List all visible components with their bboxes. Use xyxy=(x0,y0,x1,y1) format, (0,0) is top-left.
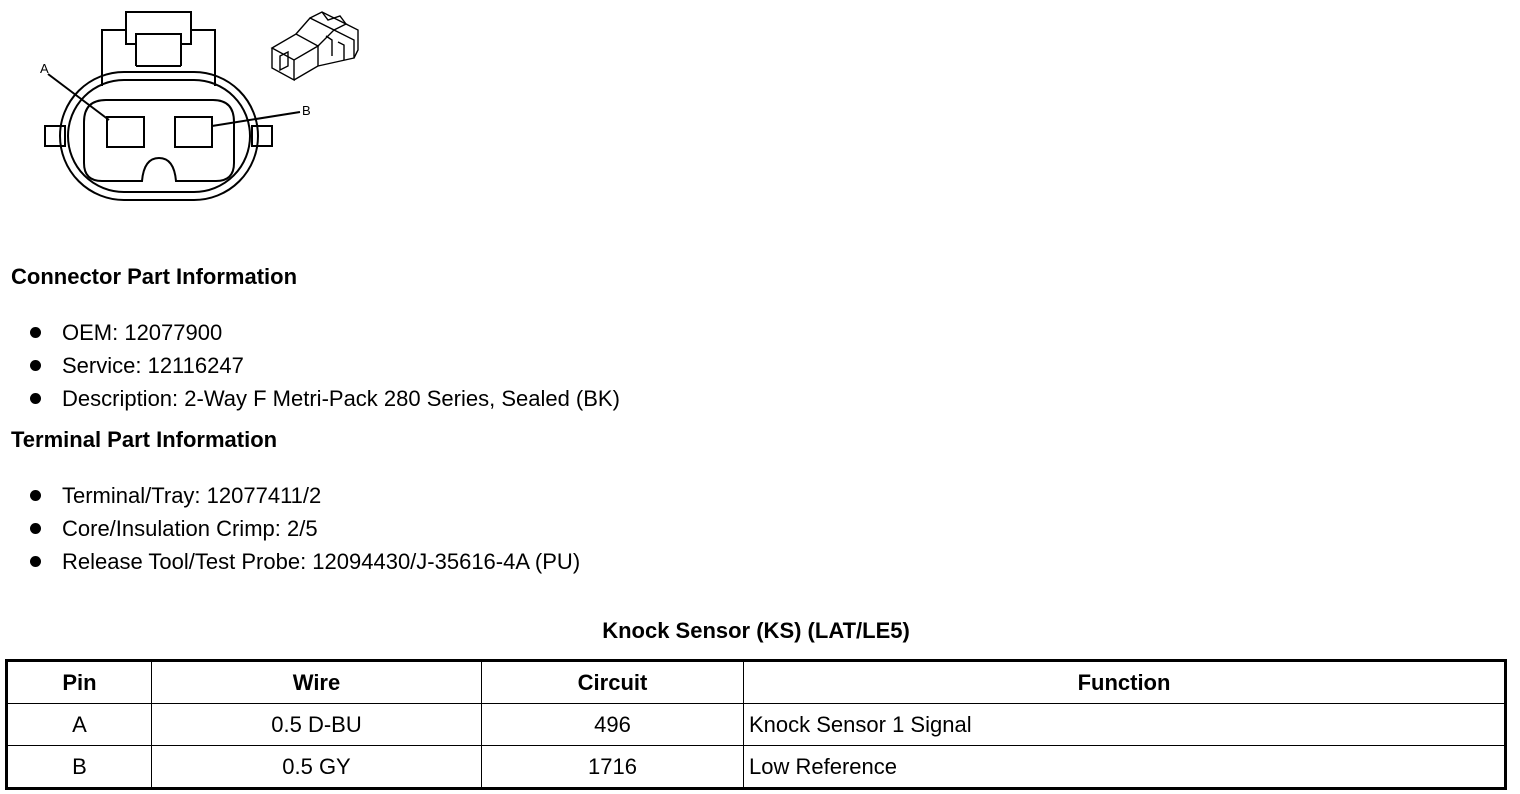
pinout-table xyxy=(5,659,1507,790)
col-header-pin: Pin xyxy=(7,661,152,704)
terminal-tray: Terminal/Tray: 12077411/2 xyxy=(62,483,322,508)
col-header-wire: Wire xyxy=(152,661,482,704)
cell-pin: A xyxy=(7,704,152,746)
bullet-icon xyxy=(30,490,41,501)
table-header-row xyxy=(7,661,1506,704)
pin-a-label: A xyxy=(40,61,49,76)
bullet-icon xyxy=(30,360,41,371)
pin-b-label: B xyxy=(302,103,311,118)
cell-function: Knock Sensor 1 Signal xyxy=(744,704,1506,746)
terminal-release-tool: Release Tool/Test Probe: 12094430/J-35616-4A (PU) xyxy=(62,549,581,574)
cell-wire: 0.5 GY xyxy=(152,746,482,789)
cell-wire: 0.5 D-BU xyxy=(152,704,482,746)
list-item xyxy=(28,316,620,349)
bullet-icon xyxy=(30,523,41,534)
bullet-icon xyxy=(30,393,41,404)
connector-part-info-heading: Connector Part Information xyxy=(11,264,298,289)
list-item xyxy=(28,545,580,578)
table-row xyxy=(7,746,1506,789)
connector-oem: OEM: 12077900 xyxy=(62,320,223,345)
cell-circuit: 1716 xyxy=(482,746,744,789)
list-item xyxy=(28,512,580,545)
connector-service: Service: 12116247 xyxy=(62,353,244,378)
col-header-circuit: Circuit xyxy=(482,661,744,704)
connector-part-info-list xyxy=(28,316,620,415)
table-title: Knock Sensor (KS) (LAT/LE5) xyxy=(602,618,910,643)
connector-isometric-image xyxy=(266,10,362,84)
table-row xyxy=(7,704,1506,746)
bullet-icon xyxy=(30,327,41,338)
terminal-part-info-heading: Terminal Part Information xyxy=(11,427,278,452)
connector-description: Description: 2-Way F Metri-Pack 280 Series, Sealed (BK) xyxy=(62,386,620,411)
connector-face-diagram xyxy=(38,8,311,208)
list-item xyxy=(28,382,620,415)
cell-pin: B xyxy=(7,746,152,789)
bullet-icon xyxy=(30,556,41,567)
list-item xyxy=(28,349,620,382)
terminal-part-info-list xyxy=(28,479,580,578)
list-item xyxy=(28,479,580,512)
cell-circuit: 496 xyxy=(482,704,744,746)
terminal-crimp: Core/Insulation Crimp: 2/5 xyxy=(62,516,318,541)
cell-function: Low Reference xyxy=(744,746,1506,789)
col-header-function: Function xyxy=(744,661,1506,704)
